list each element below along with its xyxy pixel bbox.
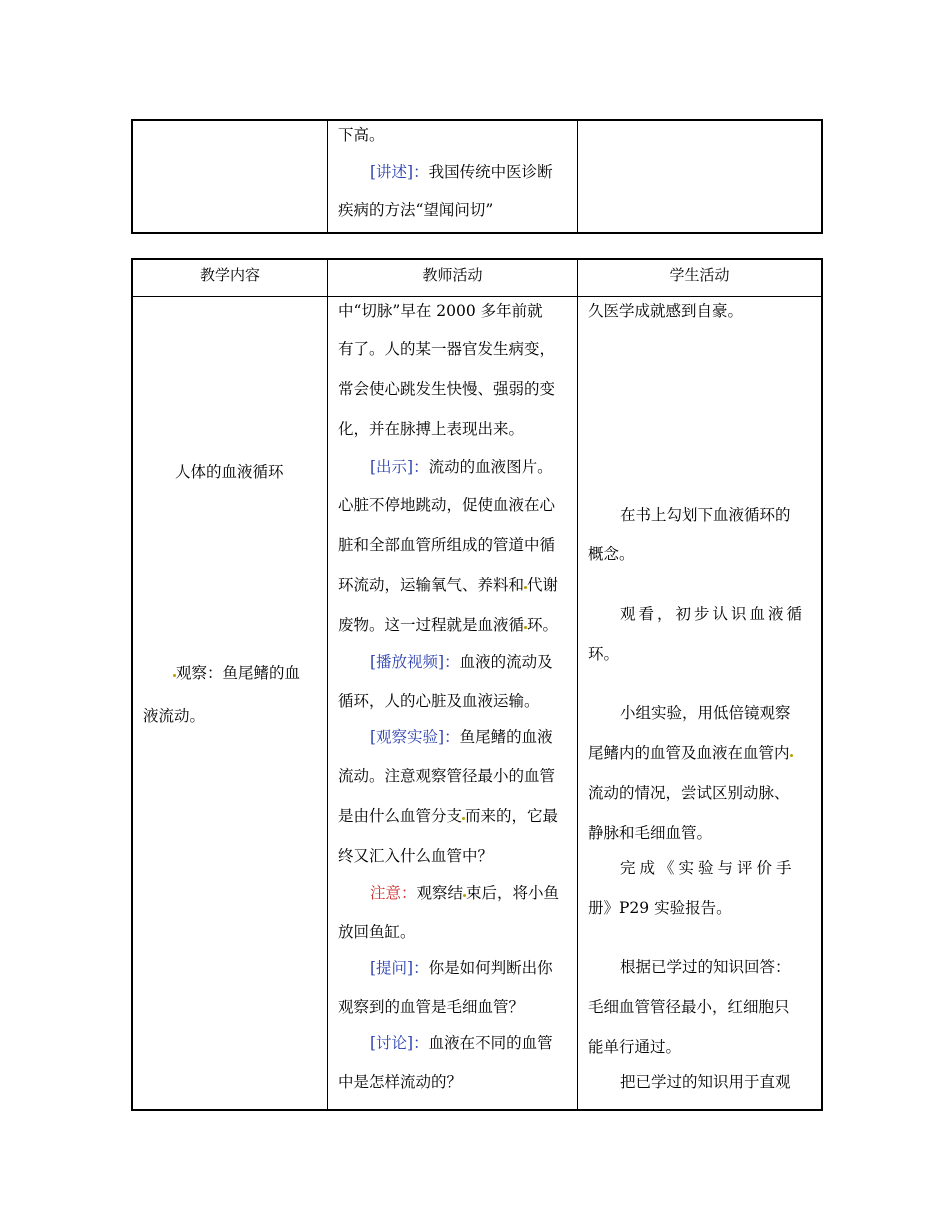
- teacher-line: 循环，人的心脏及血液运输。: [338, 692, 540, 710]
- header-teacher: 教师活动: [328, 259, 578, 297]
- student-line: 尾鳍内的血管及血液在血管内: [588, 743, 793, 763]
- header-student: 学生活动: [578, 259, 823, 297]
- teacher-line: [播放视频]：血液的流动及: [370, 653, 553, 671]
- student-line: 久医学成就感到自豪。: [588, 302, 744, 320]
- teacher-activity-cell: [328, 297, 578, 1111]
- student-line: 能单行通过。: [588, 1038, 682, 1056]
- student-line: 毛细血管管径最小，红细胞只: [588, 998, 790, 1016]
- topic-observation-cont: 液流动。: [143, 707, 206, 725]
- teacher-line: [讲述]：我国传统中医诊断: [370, 163, 553, 181]
- student-line: 把已学过的知识用于直观: [620, 1073, 791, 1091]
- header-content: 教学内容: [132, 259, 328, 297]
- student-line: 概念。: [588, 545, 635, 563]
- teacher-line: 中“切脉”早在 2000 多年前就: [338, 302, 543, 320]
- student-line: 册》P29 实验报告。: [588, 899, 732, 917]
- teacher-line: 流动。注意观察管径最小的血管: [338, 767, 556, 785]
- teacher-line: 化，并在脉搏上表现出来。: [338, 420, 525, 438]
- teacher-line: 心脏不停地跳动，促使血液在心: [338, 496, 556, 514]
- content-cell: [132, 297, 328, 1111]
- keyword-experiment: [观察实验]：: [370, 728, 460, 746]
- student-line: 小组实验，用低倍镜观察: [620, 704, 791, 722]
- student-line: 根据已学过的知识回答：: [620, 958, 791, 976]
- content-cell-empty: [132, 120, 328, 233]
- continuation-table: [131, 119, 823, 234]
- teacher-cell: [328, 120, 578, 233]
- student-line: 流动的情况，尝试区别动脉、: [588, 784, 790, 802]
- teacher-line: 疾病的方法“望闻问切”: [338, 201, 494, 219]
- teacher-line: 下高。: [338, 126, 385, 144]
- keyword-discuss: [讨论]：: [370, 1034, 429, 1052]
- teacher-line: 终又汇入什么血管中？: [338, 847, 494, 865]
- keyword-video: [播放视频]：: [370, 653, 460, 671]
- keyword-show: [出示]：: [370, 458, 429, 476]
- teacher-line: [出示]：流动的血液图片。: [370, 458, 553, 476]
- student-line: 静脉和毛细血管。: [588, 824, 713, 842]
- teacher-line: 是由什么血管分支 而来的，它最: [338, 807, 559, 825]
- topic-blood-circulation: 人体的血液循环: [175, 463, 284, 481]
- student-line: 在书上勾划下血液循环的: [620, 506, 791, 524]
- teacher-line: [提问]：你是如何判断出你: [370, 959, 553, 977]
- teacher-line: 废物。这一过程就是血液循 环。: [338, 616, 559, 634]
- teacher-line: 注意：观察结 束后，将小鱼: [370, 884, 560, 902]
- keyword-narrate: [讲述]：: [370, 163, 429, 181]
- teacher-line: 脏和全部血管所组成的管道中循: [338, 536, 556, 554]
- topic-observation: 观察：鱼尾鳍的血: [173, 663, 300, 683]
- keyword-note: 注意：: [370, 884, 417, 902]
- student-line: 观看，初步认识血液循: [620, 605, 806, 623]
- teacher-line: 常会使心跳发生快慢、强弱的变: [338, 380, 556, 398]
- teacher-line: [观察实验]：鱼尾鳍的血液: [370, 728, 553, 746]
- teacher-line: [讨论]：血液在不同的血管: [370, 1034, 553, 1052]
- student-line: 环。: [588, 645, 620, 663]
- teacher-line: 有了。人的某一器官发生病变，: [338, 340, 556, 358]
- teacher-line: 观察到的血管是毛细血管？: [338, 998, 525, 1016]
- teacher-line: 放回鱼缸。: [338, 923, 416, 941]
- keyword-ask: [提问]：: [370, 959, 429, 977]
- student-activity-cell: [578, 297, 823, 1111]
- lesson-table: [131, 258, 823, 1111]
- teacher-line: 环流动，运输氧气、养料和 代谢: [338, 576, 559, 594]
- student-line: 完成《实验与评价手: [620, 859, 796, 877]
- student-cell-empty: [578, 120, 823, 233]
- teacher-line: 中是怎样流动的？: [338, 1073, 463, 1091]
